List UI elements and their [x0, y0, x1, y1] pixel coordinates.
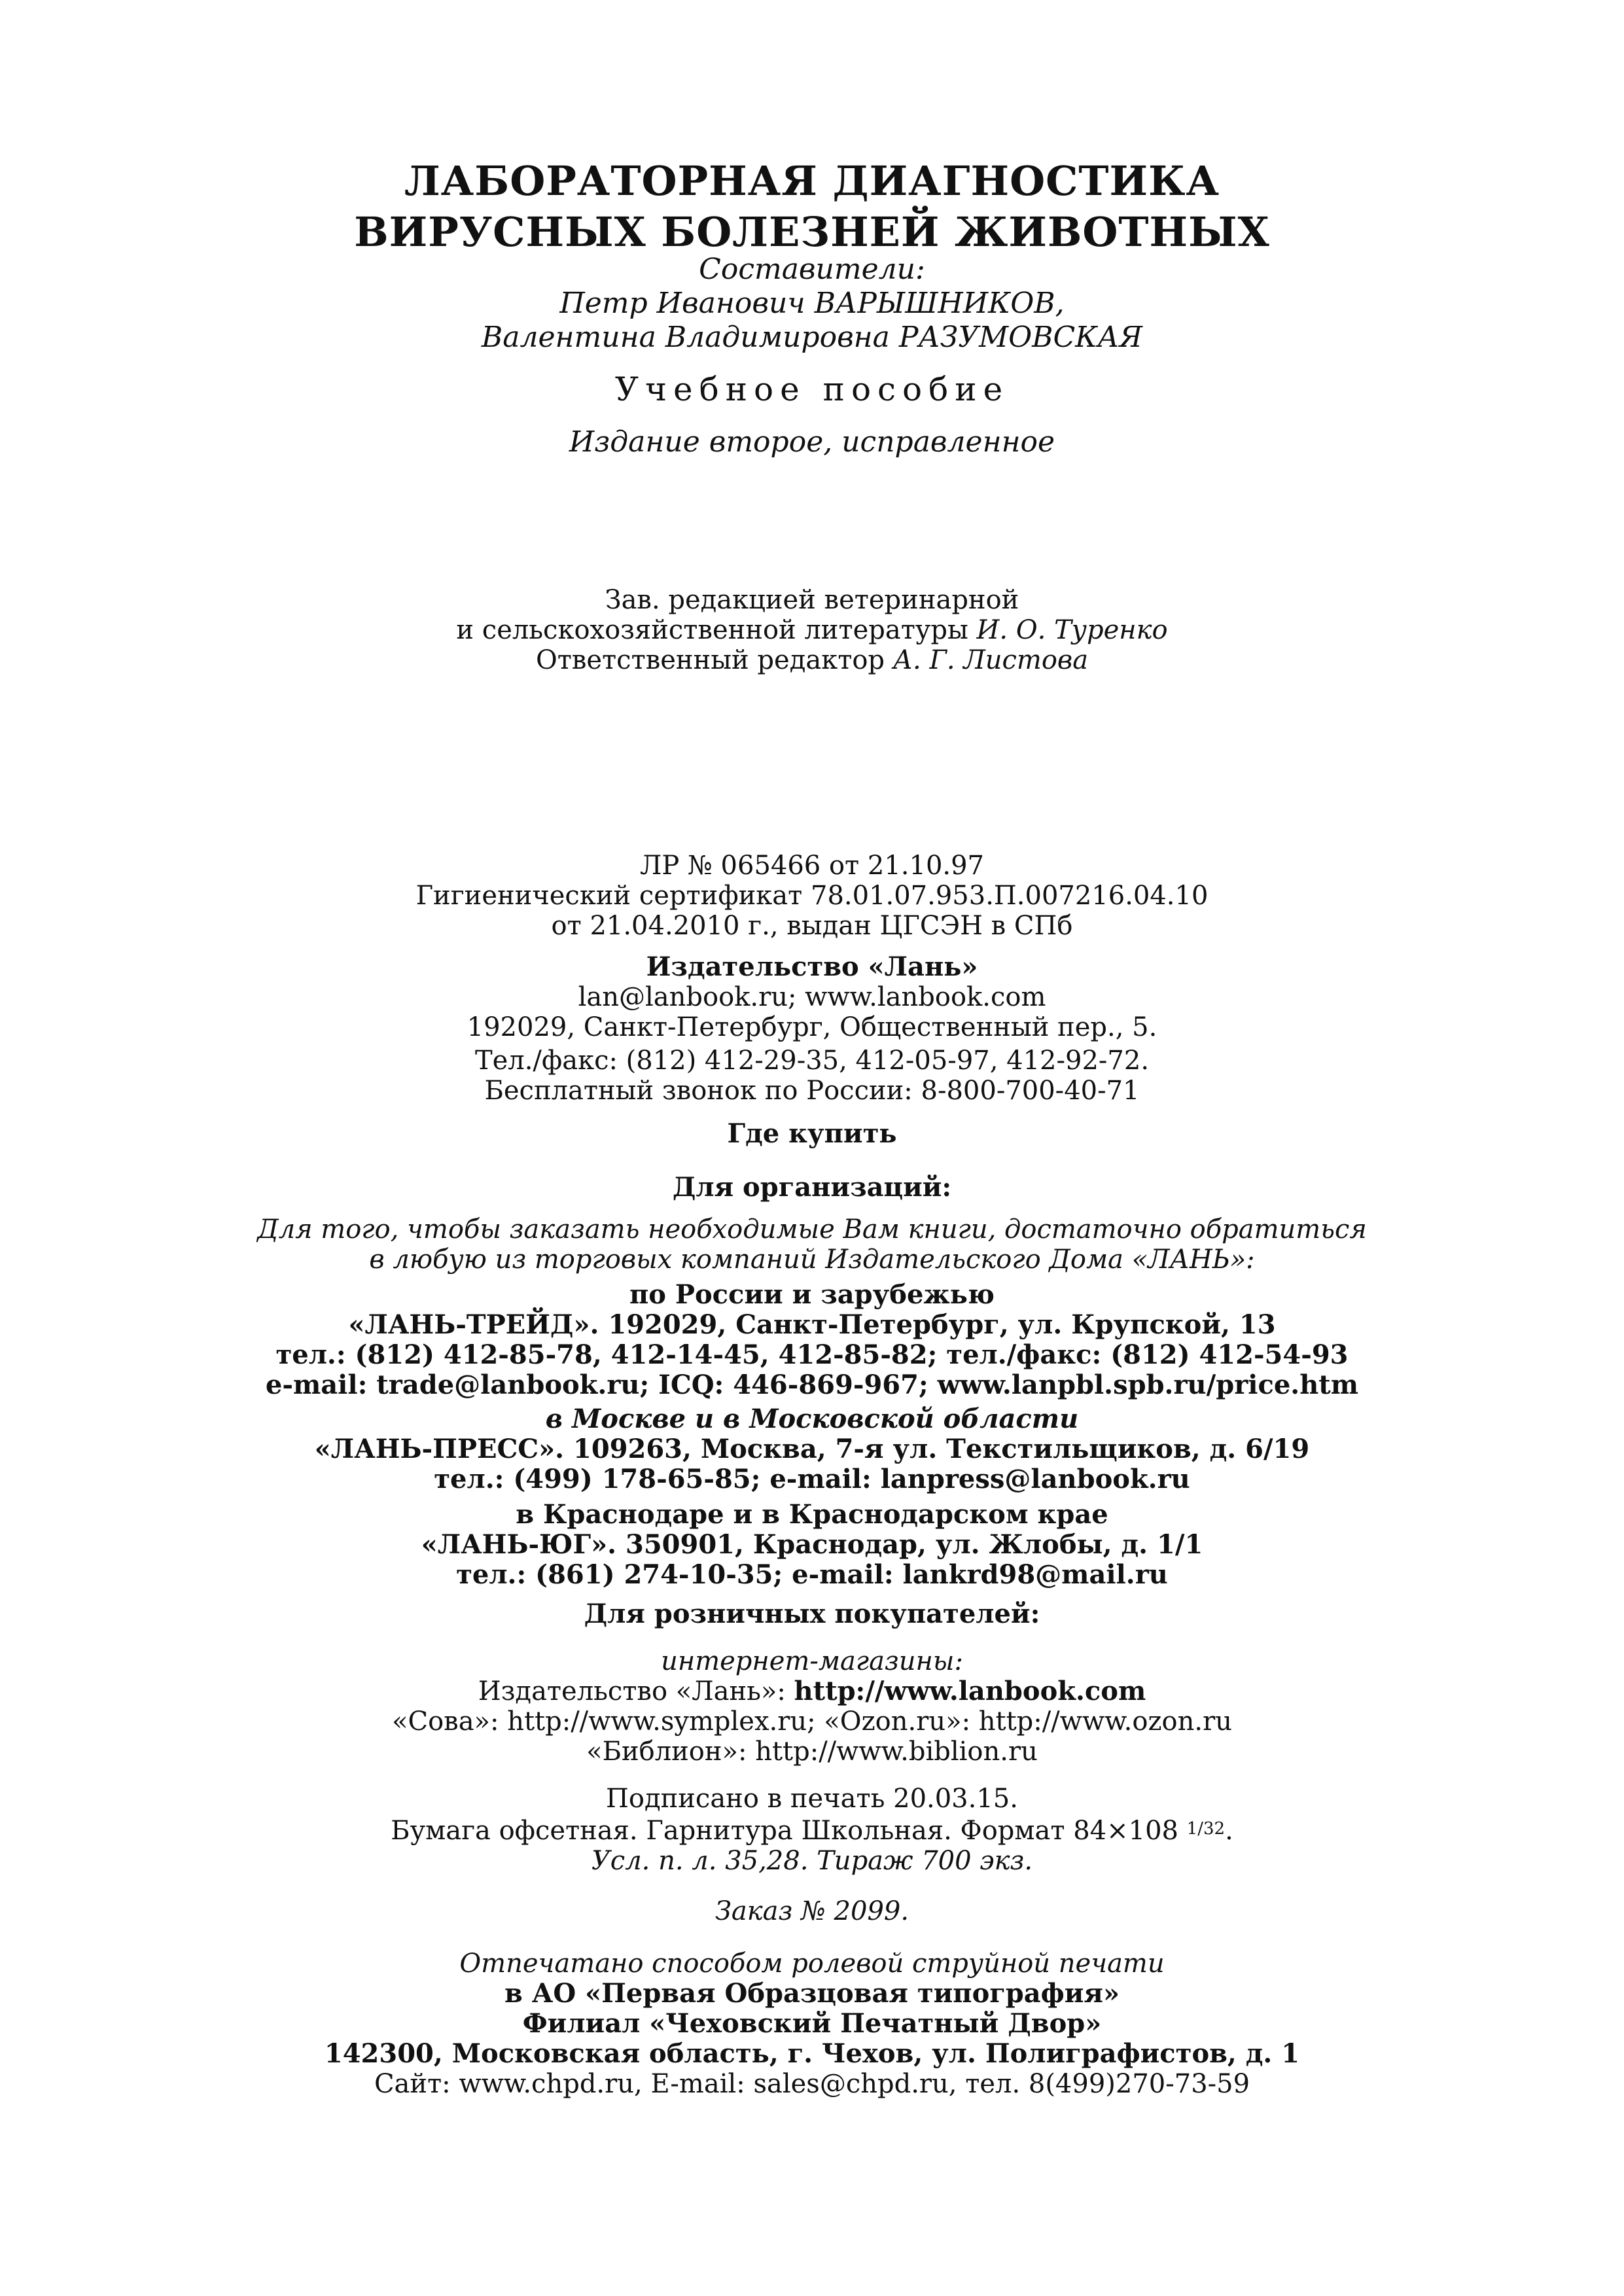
- printer-line-4: 142300, Московская область, г. Чехов, ул. Полиграфистов, д. 1: [324, 2038, 1300, 2069]
- where-to-buy-heading: Где купить: [727, 1118, 897, 1149]
- for-orgs-heading: Для организаций:: [672, 1172, 952, 1203]
- retail-line-1-text: Издательство «Лань»:: [478, 1676, 794, 1706]
- region-moscow: [0, 1404, 1624, 1494]
- print-info: [0, 1784, 1624, 1876]
- author-2: Валентина Владимировна РАЗУМОВСКАЯ: [481, 321, 1143, 354]
- retail-line-3: «Библион»: http://www.biblion.ru: [586, 1737, 1038, 1767]
- retail-line-1-url: http://www.lanbook.com: [794, 1676, 1146, 1706]
- staff-responsible-name: А. Г. Листова: [892, 645, 1089, 675]
- staff-line-3-text: Ответственный редактор: [535, 645, 893, 675]
- print-order-text: Заказ № 2099.: [715, 1896, 909, 1926]
- book-title-line-1: ЛАБОРАТОРНАЯ ДИАГНОСТИКА: [404, 157, 1220, 205]
- printer-line-2: в АО «Первая Образцовая типография»: [504, 1978, 1120, 2009]
- print-format-fraction: 1/32: [1186, 1819, 1226, 1839]
- edition: [0, 425, 1624, 459]
- book-type: [0, 370, 1624, 409]
- printer-info: [0, 1949, 1624, 2099]
- license-lr: ЛР № 065466 от 21.10.97: [639, 851, 985, 881]
- license-cert-1: Гигиенический сертификат 78.01.07.953.П.007216.04.10: [415, 881, 1209, 911]
- publisher-name: Издательство «Лань»: [646, 951, 978, 982]
- staff-line-1: Зав. редакцией ветеринарной: [605, 585, 1019, 615]
- print-order: [0, 1896, 1624, 1926]
- for-organisations: [0, 1173, 1624, 1203]
- printer-line-1: Отпечатано способом ролевой струйной печати: [459, 1949, 1165, 1979]
- editorial-staff: [0, 585, 1624, 675]
- author-1: Петр Иванович ВАРЫШНИКОВ,: [559, 287, 1065, 320]
- retail-shops: [0, 1646, 1624, 1767]
- region-line: тел.: (812) 412-85-78, 412-14-45, 412-85-82; тел./факс: (812) 412-54-93: [275, 1339, 1349, 1370]
- compilers-label: Составители:: [699, 253, 925, 286]
- region-krasnodar: [0, 1500, 1624, 1590]
- license-cert-2: от 21.04.2010 г., выдан ЦГСЭН в СПб: [551, 911, 1073, 941]
- publisher-web: lan@lanbook.ru; www.lanbook.com: [578, 982, 1046, 1012]
- for-orgs-intro-1: Для того, чтобы заказать необходимые Вам книги, достаточно обратиться: [257, 1214, 1367, 1245]
- print-signed: Подписано в печать 20.03.15.: [606, 1784, 1018, 1814]
- where-to-buy: [0, 1119, 1624, 1149]
- region-line: «ЛАНЬ-ТРЕЙД». 192029, Санкт-Петербург, ул. Крупской, 13: [348, 1309, 1276, 1340]
- print-paper: [0, 1814, 1624, 1846]
- retail-line-2: «Сова»: http://www.symplex.ru; «Ozon.ru»: http://www.ozon.ru: [392, 1706, 1232, 1737]
- for-orgs-intro: [0, 1214, 1624, 1275]
- printer-line-3: Филиал «Чеховский Печатный Двор»: [522, 2008, 1102, 2039]
- print-sheets: Усл. п. л. 35,28. Тираж 700 экз.: [591, 1846, 1033, 1876]
- retail: [0, 1599, 1624, 1629]
- retail-subheading: интернет-магазины:: [661, 1646, 963, 1676]
- staff-line-2: [0, 615, 1624, 645]
- region-line: тел.: (861) 274-10-35; e-mail: lankrd98@mail.ru: [456, 1559, 1168, 1590]
- region-line: e-mail: trade@lanbook.ru; ICQ: 446-869-967; www.lanpbl.spb.ru/price.htm: [265, 1369, 1359, 1400]
- staff-editor-name: И. О. Туренко: [976, 615, 1168, 645]
- region-line: «ЛАНЬ-ЮГ». 350901, Краснодар, ул. Жлобы, д. 1/1: [421, 1529, 1203, 1560]
- region-russia: [0, 1280, 1624, 1400]
- region-line: «ЛАНЬ-ПРЕСС». 109263, Москва, 7-я ул. Текстильщиков, д. 6/19: [314, 1434, 1310, 1464]
- edition-text: Издание второе, исправленное: [569, 425, 1055, 459]
- printer-line-5: Сайт: www.chpd.ru, E-mail: sales@chpd.ru, тел. 8(499)270-73-59: [374, 2069, 1250, 2099]
- publisher-free-call: Бесплатный звонок по России: 8-800-700-40-71: [484, 1076, 1140, 1106]
- staff-line-2-text: и сельскохозяйственной литературы: [456, 615, 977, 645]
- publisher-info: [0, 952, 1624, 1042]
- region-heading: по России и зарубежью: [629, 1279, 995, 1310]
- book-type-text: Учебное пособие: [614, 370, 1010, 408]
- publisher-address: 192029, Санкт-Петербург, Общественный пер., 5.: [467, 1012, 1157, 1042]
- print-paper-text: Бумага офсетная. Гарнитура Школьная. Формат 84×108: [391, 1816, 1187, 1846]
- retail-line-1: [0, 1676, 1624, 1706]
- retail-heading: Для розничных покупателей:: [584, 1598, 1040, 1629]
- publisher-phone: Тел./факс: (812) 412-29-35, 412-05-97, 412-92-72.: [474, 1046, 1150, 1076]
- publisher-contacts: [0, 1046, 1624, 1106]
- region-line: тел.: (499) 178-65-85; e-mail: lanpress@lanbook.ru: [434, 1464, 1190, 1494]
- compilers: [0, 253, 1624, 355]
- book-title-line-2: ВИРУСНЫХ БОЛЕЗНЕЙ ЖИВОТНЫХ: [354, 208, 1270, 256]
- region-heading: в Москве и в Московской области: [545, 1404, 1079, 1434]
- book-title: [0, 156, 1624, 258]
- license-info: [0, 851, 1624, 941]
- for-orgs-intro-2: в любую из торговых компаний Издательского Дома «ЛАНЬ»:: [369, 1245, 1255, 1275]
- print-paper-end: .: [1225, 1816, 1233, 1846]
- region-heading: в Краснодаре и в Краснодарском крае: [516, 1499, 1108, 1530]
- staff-line-3: [0, 645, 1624, 675]
